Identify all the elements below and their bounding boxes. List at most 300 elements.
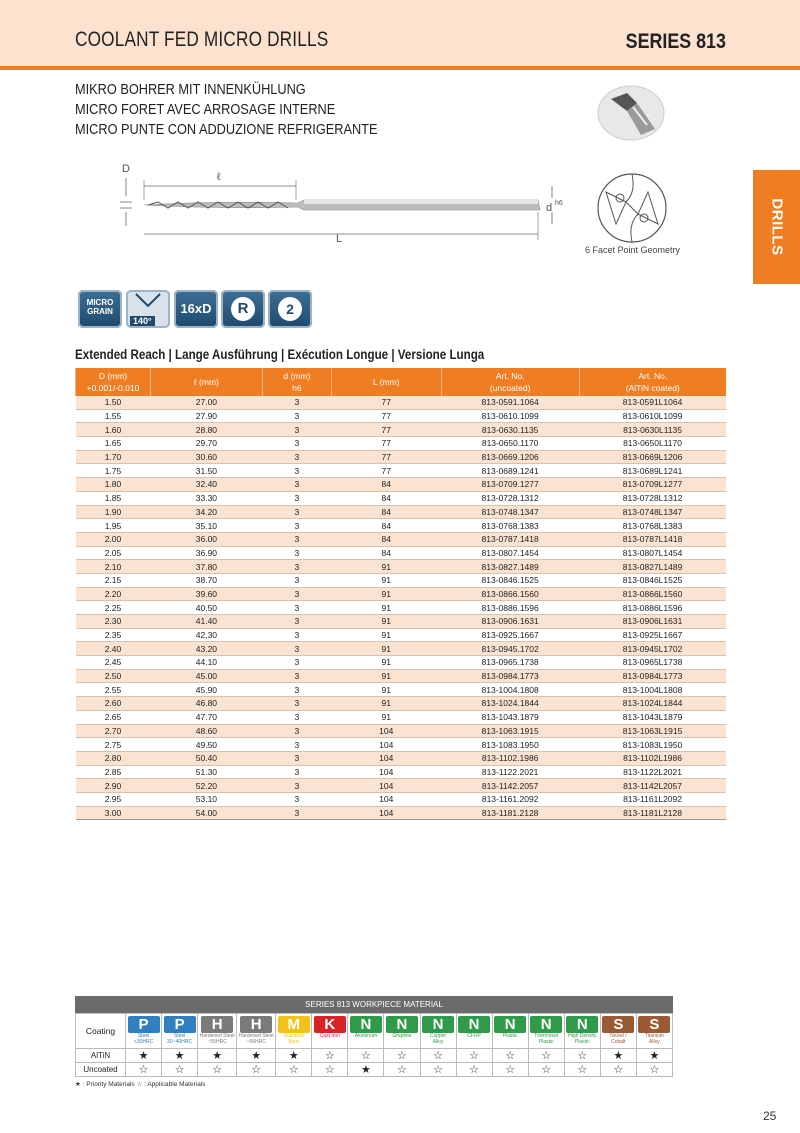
table-cell: 91: [331, 656, 441, 670]
material-name-line2: Plastic: [574, 1039, 590, 1045]
table-cell: 813-0827.1489: [441, 560, 579, 574]
table-row: [76, 519, 727, 533]
table-cell: 28.80: [150, 423, 262, 437]
table-cell: 2.25: [76, 601, 151, 615]
table-cell: 35.10: [150, 519, 262, 533]
material-name-line2: Alloy: [432, 1039, 444, 1045]
table-cell: 813-1083L1950: [579, 738, 726, 752]
table-cell: 813-0728L1312: [579, 491, 726, 505]
table-cell: 3: [262, 683, 331, 697]
table-cell: 39.60: [150, 587, 262, 601]
table-cell: 3: [262, 642, 331, 656]
table-cell: 813-0945L1702: [579, 642, 726, 656]
table-cell: 91: [331, 560, 441, 574]
table-cell: 43.20: [150, 642, 262, 656]
table-cell: 27.00: [150, 396, 262, 409]
material-name: [637, 1033, 672, 1047]
table-cell: 3: [262, 409, 331, 423]
table-row: [76, 505, 727, 519]
material-badge: N: [458, 1016, 490, 1033]
material-name-line1: Thermoset: [534, 1033, 559, 1039]
table-row: [76, 751, 727, 765]
table-cell: 813-0906.1631: [441, 615, 579, 629]
table-cell: 104: [331, 765, 441, 779]
coating-row: [76, 1049, 673, 1063]
table-cell: 104: [331, 806, 441, 820]
suitability-mark: ☆: [312, 1063, 348, 1077]
table-cell: 813-0709L1277: [579, 478, 726, 492]
suitability-mark: ★: [348, 1063, 384, 1077]
table-cell: 3: [262, 669, 331, 683]
material-legend: ★ : Priority Materials ☆ : Applicable Materials: [75, 1081, 206, 1088]
table-cell: 91: [331, 642, 441, 656]
suitability-mark: ☆: [528, 1049, 564, 1063]
table-cell: 2.40: [76, 642, 151, 656]
table-row: [76, 724, 727, 738]
table-cell: 104: [331, 792, 441, 806]
table-row: [76, 792, 727, 806]
table-cell: 813-1063L1915: [579, 724, 726, 738]
material-badge: H: [201, 1016, 233, 1033]
micro-grain-line2: GRAIN: [87, 307, 113, 316]
table-cell: 813-1181L2128: [579, 806, 726, 820]
table-row: [76, 642, 727, 656]
table-cell: 48.60: [150, 724, 262, 738]
material-cell: [162, 1014, 198, 1049]
table-row: [76, 765, 727, 779]
table-cell: 1.75: [76, 464, 151, 478]
coolant-icon: [268, 290, 312, 328]
coating-label: Coating: [76, 1014, 126, 1049]
table-cell: 41.40: [150, 615, 262, 629]
table-cell: 32.40: [150, 478, 262, 492]
material-cell: [564, 1014, 600, 1049]
table-cell: 813-0768L1383: [579, 519, 726, 533]
table-cell: 104: [331, 779, 441, 793]
table-cell: 2.35: [76, 628, 151, 642]
table-cell: 3: [262, 464, 331, 478]
material-cell: [276, 1014, 312, 1049]
point-angle-value: 140°: [130, 316, 155, 326]
table-cell: 36.00: [150, 532, 262, 546]
suitability-mark: ☆: [456, 1049, 492, 1063]
table-cell: 813-0650L1170: [579, 437, 726, 451]
table-cell: 54.00: [150, 806, 262, 820]
table-cell: 2.80: [76, 751, 151, 765]
table-cell: 813-1083.1950: [441, 738, 579, 752]
table-cell: 813-1142.2057: [441, 779, 579, 793]
table-cell: 813-0610L1099: [579, 409, 726, 423]
table-cell: 34.20: [150, 505, 262, 519]
table-header-text: Art. No.: [495, 371, 525, 381]
table-cell: 2.75: [76, 738, 151, 752]
suitability-mark: ☆: [237, 1063, 276, 1077]
table-cell: 3: [262, 738, 331, 752]
table-cell: 813-0906L1631: [579, 615, 726, 629]
table-cell: 813-0650.1170: [441, 437, 579, 451]
table-cell: 3.00: [76, 806, 151, 820]
suitability-mark: ☆: [456, 1063, 492, 1077]
table-cell: 2.55: [76, 683, 151, 697]
suitability-mark: ☆: [312, 1049, 348, 1063]
micro-grain-line1: MICRO: [86, 298, 114, 307]
table-cell: 3: [262, 765, 331, 779]
table-cell: 3: [262, 505, 331, 519]
material-name-line1: Stainless: [283, 1033, 304, 1039]
table-cell: 813-1142L2057: [579, 779, 726, 793]
table-cell: 813-0807.1454: [441, 546, 579, 560]
table-cell: 46.80: [150, 697, 262, 711]
table-cell: 1.60: [76, 423, 151, 437]
table-cell: 813-0866L1560: [579, 587, 726, 601]
table-cell: 3: [262, 656, 331, 670]
suitability-mark: ☆: [126, 1063, 162, 1077]
table-cell: 3: [262, 751, 331, 765]
table-cell: 36.90: [150, 546, 262, 560]
table-cell: 1.50: [76, 396, 151, 409]
table-row: [76, 587, 727, 601]
table-cell: 33.30: [150, 491, 262, 505]
material-cell: [312, 1014, 348, 1049]
material-name-line1: Aluminum: [354, 1033, 378, 1039]
table-cell: 3: [262, 546, 331, 560]
table-cell: 3: [262, 792, 331, 806]
table-cell: 3: [262, 710, 331, 724]
material-name-line2: Alloy: [649, 1039, 660, 1045]
suitability-mark: ☆: [198, 1063, 237, 1077]
table-cell: 91: [331, 683, 441, 697]
table-row: [76, 738, 727, 752]
table-cell: 813-1043.1879: [441, 710, 579, 724]
series-title: SERIES 813: [625, 30, 726, 53]
material-name: [529, 1033, 564, 1047]
table-cell: 813-0886.1596: [441, 601, 579, 615]
table-row: [76, 464, 727, 478]
material-cell: [456, 1014, 492, 1049]
material-cell: [384, 1014, 420, 1049]
table-cell: 813-0984L1773: [579, 669, 726, 683]
suitability-mark: ★: [276, 1049, 312, 1063]
material-cell: [420, 1014, 456, 1049]
table-cell: 50.40: [150, 751, 262, 765]
table-cell: 813-0610.1099: [441, 409, 579, 423]
suitability-mark: ☆: [384, 1063, 420, 1077]
material-name: [457, 1033, 492, 1047]
material-name-line2: 30~40HRC: [167, 1039, 193, 1045]
table-cell: 77: [331, 437, 441, 451]
table-header-text: (uncoated): [489, 383, 531, 393]
table-cell: 44.10: [150, 656, 262, 670]
material-name-line2: <30HRC: [133, 1039, 154, 1045]
drill-dimension-drawing: [118, 160, 578, 250]
material-name: [348, 1033, 383, 1047]
material-cell: [492, 1014, 528, 1049]
material-name: [421, 1033, 456, 1047]
table-cell: 2.95: [76, 792, 151, 806]
table-cell: 3: [262, 437, 331, 451]
table-row: [76, 601, 727, 615]
material-name-line2: ~55HRC: [207, 1039, 227, 1045]
table-cell: 813-0846.1525: [441, 573, 579, 587]
material-name-line1: Cast Iron: [319, 1033, 340, 1039]
table-cell: 813-0689L1241: [579, 464, 726, 478]
suitability-mark: ☆: [420, 1063, 456, 1077]
table-header-text: ℓ (mm): [193, 377, 219, 387]
material-name-line1: Nickel /: [610, 1033, 627, 1039]
material-name-line1: Graphite: [392, 1033, 412, 1039]
material-badge: N: [530, 1016, 562, 1033]
page-title: COOLANT FED MICRO DRILLS: [75, 28, 329, 51]
table-cell: 1.70: [76, 450, 151, 464]
material-name: [312, 1033, 347, 1047]
material-cell: [528, 1014, 564, 1049]
suitability-mark: ★: [237, 1049, 276, 1063]
table-cell: 77: [331, 450, 441, 464]
table-cell: 813-0748L1347: [579, 505, 726, 519]
table-cell: 3: [262, 587, 331, 601]
table-row: [76, 656, 727, 670]
table-row: [76, 615, 727, 629]
material-name: [126, 1033, 161, 1047]
suitability-mark: ☆: [636, 1063, 672, 1077]
table-cell: 813-0827L1489: [579, 560, 726, 574]
table-header-text: d (mm): [283, 371, 311, 381]
table-cell: 31.50: [150, 464, 262, 478]
material-name-line2: ~66HRC: [246, 1039, 266, 1045]
table-row: [76, 409, 727, 423]
suitability-mark: ☆: [276, 1063, 312, 1077]
material-name-line1: High Density: [568, 1033, 597, 1039]
suitability-mark: ☆: [348, 1049, 384, 1063]
suitability-mark: ☆: [564, 1049, 600, 1063]
table-header-row: [76, 368, 727, 396]
table-cell: 3: [262, 450, 331, 464]
material-badge: N: [566, 1016, 598, 1033]
table-cell: 2.00: [76, 532, 151, 546]
table-row: [76, 396, 727, 409]
table-cell: 813-0709.1277: [441, 478, 579, 492]
table-cell: 2.10: [76, 560, 151, 574]
material-name-line1: Plastic: [502, 1033, 518, 1039]
table-cell: 1.95: [76, 519, 151, 533]
side-tab-label: DRILLS: [768, 198, 785, 256]
table-cell: 2.50: [76, 669, 151, 683]
material-name-line1: Steel: [137, 1033, 150, 1039]
subtitle-german: MIKRO BOHRER MIT INNENKÜHLUNG: [75, 81, 306, 98]
table-cell: 37.80: [150, 560, 262, 574]
coating-row: [76, 1063, 673, 1077]
table-cell: 51.30: [150, 765, 262, 779]
material-badge: M: [278, 1016, 310, 1033]
table-cell: 91: [331, 601, 441, 615]
table-row: [76, 573, 727, 587]
table-header-cell: [76, 368, 151, 396]
table-row: [76, 560, 727, 574]
suitability-mark: ★: [636, 1049, 672, 1063]
table-header-cell: [331, 368, 441, 396]
material-badge: S: [602, 1016, 634, 1033]
suitability-mark: ★: [600, 1049, 636, 1063]
table-cell: 2.05: [76, 546, 151, 560]
suitability-mark: ☆: [564, 1063, 600, 1077]
label-h6: h6: [555, 200, 563, 207]
table-header-text: Art. No.: [638, 371, 668, 381]
suitability-mark: ☆: [492, 1063, 528, 1077]
table-cell: 1.85: [76, 491, 151, 505]
table-cell: 3: [262, 478, 331, 492]
workpiece-table: [75, 1013, 673, 1077]
table-cell: 813-0630L1135: [579, 423, 726, 437]
table-cell: 813-1102.1986: [441, 751, 579, 765]
material-name: [601, 1033, 636, 1047]
suitability-mark: ☆: [528, 1063, 564, 1077]
table-cell: 91: [331, 669, 441, 683]
material-cell: [198, 1014, 237, 1049]
material-name-line1: Hardened Steel: [238, 1033, 274, 1039]
table-cell: 84: [331, 505, 441, 519]
table-cell: 104: [331, 751, 441, 765]
table-cell: 2.65: [76, 710, 151, 724]
table-header-cell: [262, 368, 331, 396]
table-cell: 813-0866.1560: [441, 587, 579, 601]
table-cell: 813-1004L1808: [579, 683, 726, 697]
table-cell: 77: [331, 409, 441, 423]
material-name-line1: Titanium: [644, 1033, 664, 1039]
table-cell: 49.50: [150, 738, 262, 752]
table-cell: 2.90: [76, 779, 151, 793]
table-cell: 3: [262, 573, 331, 587]
table-cell: 813-0669.1206: [441, 450, 579, 464]
table-cell: 813-0965.1738: [441, 656, 579, 670]
label-ell: ℓ: [216, 171, 222, 183]
coating-name: Uncoated: [76, 1063, 126, 1077]
table-row: [76, 450, 727, 464]
table-cell: 3: [262, 806, 331, 820]
table-cell: 47.70: [150, 710, 262, 724]
table-cell: 813-0945.1702: [441, 642, 579, 656]
table-cell: 1.55: [76, 409, 151, 423]
table-cell: 813-0846L1525: [579, 573, 726, 587]
table-cell: 77: [331, 423, 441, 437]
table-cell: 813-1024.1844: [441, 697, 579, 711]
suitability-mark: ☆: [420, 1049, 456, 1063]
table-cell: 1.65: [76, 437, 151, 451]
table-cell: 3: [262, 601, 331, 615]
material-badge: K: [314, 1016, 346, 1033]
table-cell: 813-0669L1206: [579, 450, 726, 464]
table-cell: 2.60: [76, 697, 151, 711]
reach-label: 16xD: [180, 301, 212, 316]
r-form-icon: [221, 290, 265, 328]
table-cell: 813-1122L2021: [579, 765, 726, 779]
table-cell: 3: [262, 615, 331, 629]
table-cell: 813-0748.1347: [441, 505, 579, 519]
coating-rows: [76, 1049, 673, 1077]
material-cell: [237, 1014, 276, 1049]
suitability-mark: ☆: [492, 1049, 528, 1063]
table-row: [76, 697, 727, 711]
table-header-text: (AlTiN coated): [625, 383, 680, 393]
table-row: [76, 437, 727, 451]
table-cell: 3: [262, 423, 331, 437]
table-cell: 3: [262, 697, 331, 711]
table-cell: 77: [331, 464, 441, 478]
table-cell: 30.60: [150, 450, 262, 464]
material-badge: P: [164, 1016, 196, 1033]
material-name-line1: Copper: [429, 1033, 447, 1039]
label-small-d: d: [546, 202, 553, 214]
micro-grain-icon: [78, 290, 122, 328]
table-row: [76, 779, 727, 793]
table-cell: 45.00: [150, 669, 262, 683]
table-cell: 813-1161L2092: [579, 792, 726, 806]
material-badge: H: [240, 1016, 272, 1033]
table-cell: 104: [331, 738, 441, 752]
table-cell: 2.20: [76, 587, 151, 601]
material-name: [565, 1033, 600, 1047]
table-cell: 91: [331, 710, 441, 724]
material-name: [162, 1033, 197, 1047]
material-name: [384, 1033, 419, 1047]
table-cell: 77: [331, 396, 441, 409]
material-name-line1: CFRP: [467, 1033, 481, 1039]
table-row: [76, 628, 727, 642]
table-row: [76, 710, 727, 724]
reach-16xd-icon: [174, 290, 218, 328]
table-cell: 3: [262, 560, 331, 574]
table-row: [76, 806, 727, 820]
table-header-text: L (mm): [372, 377, 400, 387]
facet-geometry-diagram: [596, 172, 668, 244]
coolant-label: 2: [278, 297, 302, 321]
table-cell: 3: [262, 628, 331, 642]
table-cell: 813-0925.1667: [441, 628, 579, 642]
table-cell: 813-0984.1773: [441, 669, 579, 683]
table-cell: 91: [331, 587, 441, 601]
table-cell: 40.50: [150, 601, 262, 615]
drills-side-tab: [753, 170, 800, 284]
table-cell: 84: [331, 519, 441, 533]
table-cell: 813-1024L1844: [579, 697, 726, 711]
table-row: [76, 532, 727, 546]
material-badge: N: [350, 1016, 382, 1033]
table-cell: 813-0925L1667: [579, 628, 726, 642]
table-cell: 1.80: [76, 478, 151, 492]
table-cell: 813-0591.1064: [441, 396, 579, 409]
material-badge: N: [386, 1016, 418, 1033]
table-cell: 53.10: [150, 792, 262, 806]
section-title: Extended Reach | Lange Ausführung | Exécution Longue | Versione Lunga: [75, 347, 485, 362]
table-cell: 813-0886L1596: [579, 601, 726, 615]
material-row: [76, 1014, 673, 1049]
table-cell: 813-0787.1418: [441, 532, 579, 546]
table-cell: 813-1181.2128: [441, 806, 579, 820]
table-cell: 3: [262, 532, 331, 546]
table-header-text: +0.001/-0.010: [86, 383, 140, 393]
table-cell: 38.70: [150, 573, 262, 587]
material-name-line1: Steel: [173, 1033, 186, 1039]
material-name-line2: Steel: [288, 1039, 300, 1045]
material-name: [237, 1033, 275, 1047]
material-name-line2: Plastic: [538, 1039, 554, 1045]
table-row: [76, 478, 727, 492]
suitability-mark: ☆: [600, 1063, 636, 1077]
table-cell: 813-0965L1738: [579, 656, 726, 670]
table-cell: 813-1004.1808: [441, 683, 579, 697]
table-cell: 84: [331, 532, 441, 546]
table-cell: 2.45: [76, 656, 151, 670]
angle-symbol: [126, 290, 170, 314]
